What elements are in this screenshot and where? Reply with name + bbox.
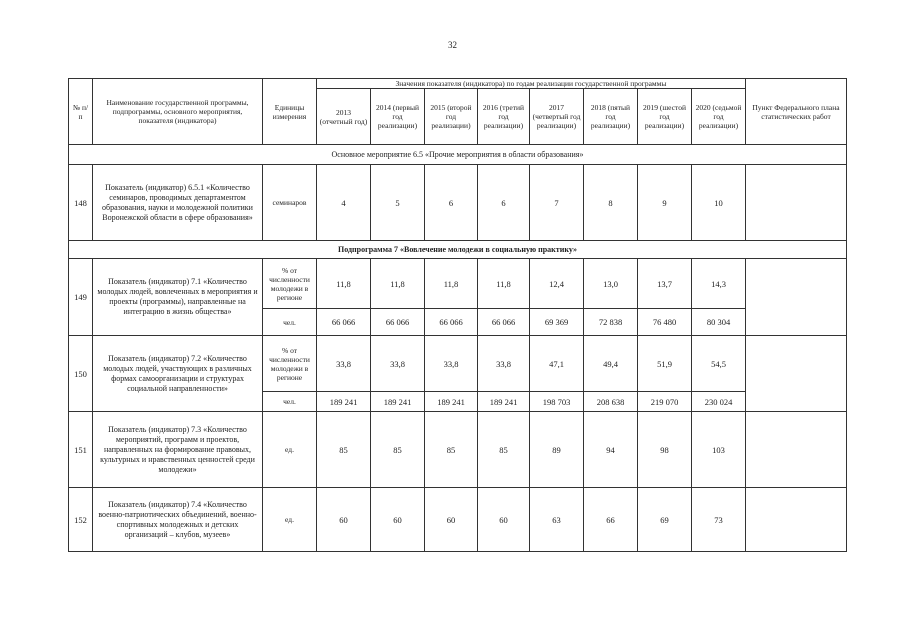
value-cell: 85 xyxy=(371,412,425,488)
value-cell: 5 xyxy=(371,165,425,241)
value-cell: 4 xyxy=(317,165,371,241)
unit-cell: чел. xyxy=(263,309,317,336)
value-cell: 60 xyxy=(425,488,478,552)
header-year: 2013 (отчетный год) xyxy=(317,89,371,145)
value-cell: 98 xyxy=(638,412,692,488)
value-cell: 85 xyxy=(425,412,478,488)
row-number: 151 xyxy=(69,412,93,488)
value-cell: 189 241 xyxy=(371,392,425,412)
row-number: 148 xyxy=(69,165,93,241)
value-cell: 198 703 xyxy=(530,392,584,412)
section-row xyxy=(69,241,847,259)
value-cell: 49,4 xyxy=(584,336,638,392)
value-cell: 60 xyxy=(317,488,371,552)
value-cell: 89 xyxy=(530,412,584,488)
value-cell: 85 xyxy=(317,412,371,488)
indicator-table xyxy=(68,78,847,552)
value-cell: 51,9 xyxy=(638,336,692,392)
value-cell: 69 xyxy=(638,488,692,552)
unit-cell: ед. xyxy=(263,488,317,552)
header-year: 2017 (четвертый год реализации) xyxy=(530,89,584,145)
header-row-top xyxy=(69,79,847,89)
value-cell: 11,8 xyxy=(371,259,425,309)
plan-cell xyxy=(746,488,847,552)
value-cell: 8 xyxy=(584,165,638,241)
value-cell: 47,1 xyxy=(530,336,584,392)
value-cell: 6 xyxy=(425,165,478,241)
header-year: 2019 (шестой год реализации) xyxy=(638,89,692,145)
table-row xyxy=(69,259,847,309)
value-cell: 11,8 xyxy=(478,259,530,309)
value-cell: 73 xyxy=(692,488,746,552)
value-cell: 9 xyxy=(638,165,692,241)
value-cell: 66 066 xyxy=(317,309,371,336)
value-cell: 60 xyxy=(371,488,425,552)
value-cell: 11,8 xyxy=(425,259,478,309)
value-cell: 33,8 xyxy=(478,336,530,392)
header-year: 2014 (первый год реализации) xyxy=(371,89,425,145)
unit-cell: чел. xyxy=(263,392,317,412)
indicator-name: Показатель (индикатор) 7.4 «Количество военно-патриотических объединений, военно-спортивных молодежных и детских организаций – клубов, музеев» xyxy=(93,488,263,552)
header-year: 2018 (пятый год реализации) xyxy=(584,89,638,145)
value-cell: 69 369 xyxy=(530,309,584,336)
header-values-group: Значения показателя (индикатора) по годам реализации государственной программы xyxy=(317,79,746,89)
header-name: Наименование государственной программы, подпрограммы, основного мероприятия, показателя (индикатора) xyxy=(93,79,263,145)
plan-cell xyxy=(746,259,847,336)
value-cell: 66 xyxy=(584,488,638,552)
row-number: 150 xyxy=(69,336,93,412)
value-cell: 7 xyxy=(530,165,584,241)
page-number: 32 xyxy=(448,40,457,50)
header-num: № п/п xyxy=(69,79,93,145)
header-year: 2016 (третий год реализации) xyxy=(478,89,530,145)
value-cell: 72 838 xyxy=(584,309,638,336)
value-cell: 76 480 xyxy=(638,309,692,336)
header-unit: Единицы измерения xyxy=(263,79,317,145)
value-cell: 60 xyxy=(478,488,530,552)
row-number: 152 xyxy=(69,488,93,552)
table-row xyxy=(69,165,847,241)
header-plan: Пункт Федерального плана статистических работ xyxy=(746,79,847,145)
value-cell: 54,5 xyxy=(692,336,746,392)
value-cell: 85 xyxy=(478,412,530,488)
value-cell: 33,8 xyxy=(425,336,478,392)
indicator-name: Показатель (индикатор) 7.1 «Количество молодых людей, вовлеченных в мероприятия и проекты (программы), направленные на интеграцию в жизнь общества» xyxy=(93,259,263,336)
value-cell: 13,7 xyxy=(638,259,692,309)
indicator-name: Показатель (индикатор) 6.5.1 «Количество семинаров, проводимых департаментом образования, науки и молодежной политики Воронежской области в сфере образования» xyxy=(93,165,263,241)
value-cell: 66 066 xyxy=(478,309,530,336)
value-cell: 33,8 xyxy=(317,336,371,392)
value-cell: 66 066 xyxy=(371,309,425,336)
value-cell: 189 241 xyxy=(425,392,478,412)
value-cell: 12,4 xyxy=(530,259,584,309)
unit-cell: % от численности молодежи в регионе xyxy=(263,259,317,309)
value-cell: 230 024 xyxy=(692,392,746,412)
table-row xyxy=(69,336,847,392)
value-cell: 14,3 xyxy=(692,259,746,309)
unit-cell: семинаров xyxy=(263,165,317,241)
value-cell: 189 241 xyxy=(317,392,371,412)
value-cell: 94 xyxy=(584,412,638,488)
value-cell: 219 070 xyxy=(638,392,692,412)
value-cell: 103 xyxy=(692,412,746,488)
value-cell: 208 638 xyxy=(584,392,638,412)
value-cell: 63 xyxy=(530,488,584,552)
header-year: 2015 (второй год реализации) xyxy=(425,89,478,145)
value-cell: 189 241 xyxy=(478,392,530,412)
indicator-name: Показатель (индикатор) 7.2 «Количество молодых людей, участвующих в различных формах самоорганизации и структурах социальной направленности» xyxy=(93,336,263,412)
section-title: Основное мероприятие 6.5 «Прочие мероприятия в области образования» xyxy=(69,145,847,165)
unit-cell: ед. xyxy=(263,412,317,488)
unit-cell: % от численности молодежи в регионе xyxy=(263,336,317,392)
section-title: Подпрограмма 7 «Вовлечение молодежи в социальную практику» xyxy=(69,241,847,259)
row-number: 149 xyxy=(69,259,93,336)
section-row xyxy=(69,145,847,165)
table-row xyxy=(69,488,847,552)
value-cell: 11,8 xyxy=(317,259,371,309)
plan-cell xyxy=(746,336,847,412)
value-cell: 10 xyxy=(692,165,746,241)
value-cell: 80 304 xyxy=(692,309,746,336)
table-row xyxy=(69,412,847,488)
header-year: 2020 (седьмой год реализации) xyxy=(692,89,746,145)
value-cell: 33,8 xyxy=(371,336,425,392)
value-cell: 13,0 xyxy=(584,259,638,309)
plan-cell xyxy=(746,412,847,488)
plan-cell xyxy=(746,165,847,241)
value-cell: 66 066 xyxy=(425,309,478,336)
value-cell: 6 xyxy=(478,165,530,241)
indicator-name: Показатель (индикатор) 7.3 «Количество мероприятий, программ и проектов, направленных на формирование правовых, культурных и нравственных ценностей среди молодежи» xyxy=(93,412,263,488)
